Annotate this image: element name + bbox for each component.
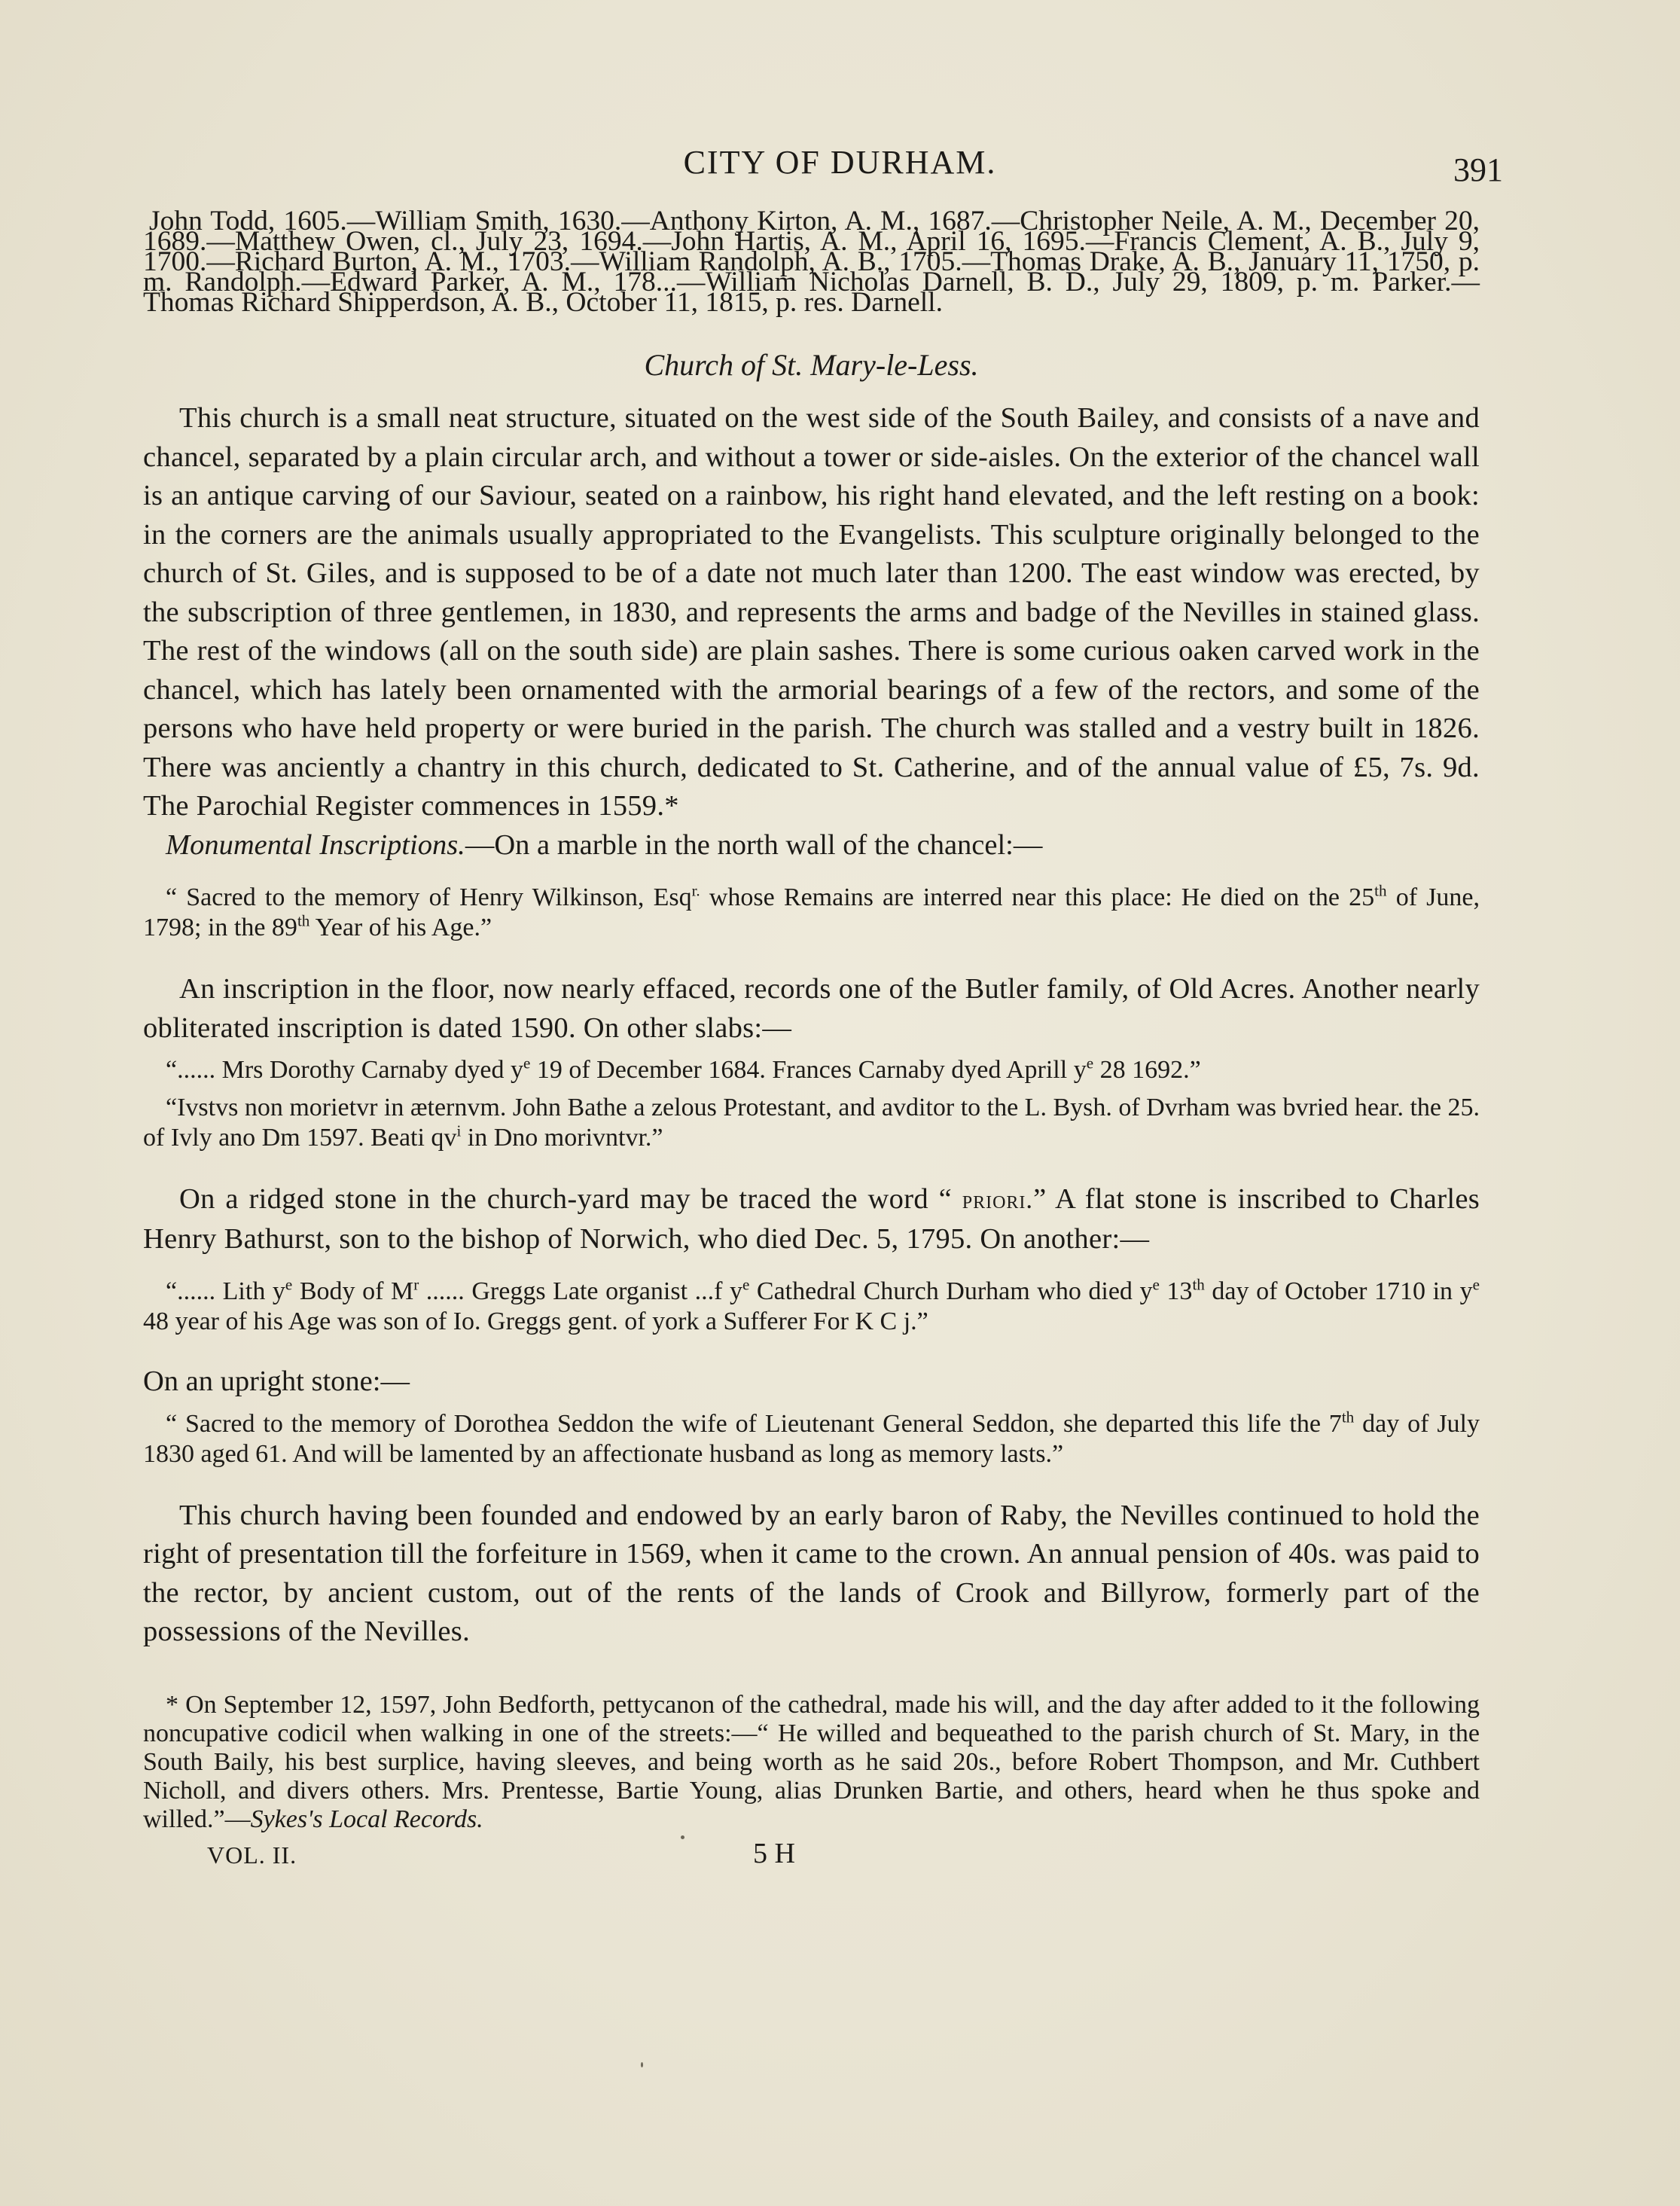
monumental-inscriptions-intro [143, 826, 1480, 865]
inscription-text: Cathedral Church Durham who died y [749, 1277, 1153, 1305]
superscript: th [1374, 881, 1387, 900]
volume-label: VOL. II. [207, 1841, 297, 1869]
inscription-text: 13 [1159, 1277, 1193, 1305]
superscript: e [1152, 1275, 1160, 1294]
inscription-text: 28 1692.” [1093, 1056, 1201, 1084]
inscription-text: “...... Lith y [166, 1277, 285, 1305]
founding-paragraph: This church having been founded and endowed by an early baron of Raby, the Nevilles continued to hold the right of presentation till the forfeiture in 1569, when it came to the crown. An annual pension of 40s. was paid to the rector, by ancient custom, out of the rents of the lands of Crook and Billyrow, formerly part of the possessions of the Nevilles. [143, 1499, 1480, 1647]
superscript: th [1341, 1408, 1355, 1426]
church-description: This church is a small neat structure, situated on the west side of the South Bailey, and consists of a nave and chancel, separated by a plain circular arch, and without a tower or side-aisles. On the exterior of the chancel wall is an antique carving of our Saviour, seated on a rainbow, his right hand elevated, and the left resting on a book: in the corners are the animals usually appropriated to the Evangelists. This sculpture originally belonged to the church of St. Giles, and is supposed to be of a date not much later than 1200. The east window was erected, by the subscription of three gentlemen, in 1830, and represents the arms and badge of the Nevilles in stained glass. The rest of the windows (all on the south side) are plain sashes. There is some curious oaken carved work in the chancel, which has lately been ornamented with the armorial bearings of a few of the rectors, and some of the persons who have held property or were buried in the parish. The church was stalled and a vestry built in 1826. There was anciently a chantry in this church, dedicated to St. Catherine, and of the annual value of £5, 7s. 9d. The Parochial Register commences in 1559.* [143, 402, 1480, 822]
inscription-carnaby [143, 1055, 1480, 1085]
traced-word: priori. [962, 1185, 1034, 1214]
paper-speck [641, 2062, 643, 2067]
inscription-text: day of July 1830 aged 61. And will be lamented by an affectionate husband as long as memory lasts.” [143, 1409, 1480, 1468]
superscript: e [523, 1054, 531, 1072]
superscript: e [1472, 1275, 1480, 1294]
superscript: e [742, 1275, 750, 1294]
upright-stone-label: On an upright stone:— [143, 1365, 410, 1397]
incumbents-list: John Todd, 1605.—William Smith, 1630.—Anthony Kirton, A. M., 1687.—Christopher Neile, A. M., December 20, 1689.—Matthew Owen, cl., July 23, 1694.—John Hartis, A. M., April 16, 1695.—Francis Clement, A. B., July 9, 1700.—Richard Burton, A. M., 1703.—William Randolph, A. B., 1705.—Thomas Drake, A. B., January 11, 1750, p. m. Randolph.—Edward Parker, A. M., 178...—William Nicholas Darnell, B. D., July 29, 1809, p. m. Parker.—Thomas Richard Shipperdson, A. B., October 11, 1815, p. res. Darnell. [143, 206, 1480, 318]
monumental-label: Monumental Inscriptions. [166, 828, 465, 861]
inscription-text: “...... Mrs Dorothy Carnaby dyed y [166, 1056, 523, 1084]
running-title: CITY OF DURHAM. [683, 144, 997, 181]
inscription-text: of June, 1798; in the 89 [143, 883, 1480, 941]
inscription-text: “Ivstvs non morietvr in æternvm. John Bathe a zelous Protestant, and avditor to the L. Bysh. of Dvrham was bvried hear. the 25. of Ivly ano Dm 1597. Beati qv [143, 1094, 1480, 1152]
inscription-bathe [143, 1093, 1480, 1153]
signature-mark: 5 H [753, 1838, 795, 1869]
superscript: r. [691, 881, 700, 900]
monumental-intro-text: —On a marble in the north wall of the chancel:— [465, 828, 1043, 861]
superscript: e [285, 1275, 293, 1294]
inscription-text: whose Remains are interred near this place: He died on the 25 [700, 883, 1375, 911]
superscript: th [1192, 1275, 1205, 1294]
page-content [143, 206, 1480, 1834]
inscription-text: “ Sacred to the memory of Henry Wilkinson, Esq [166, 883, 692, 911]
footnote-source: Sykes's Local Records. [250, 1805, 483, 1833]
footnote-text: * On September 12, 1597, John Bedforth, pettycanon of the cathedral, made his will, and the day after added to it the following noncupative codicil when walking in one of the streets:—“ He willed and bequeathed to the parish church of St. Mary, in the South Baily, his best surplice, having sleeves, and being worth as he said 20s., before Robert Thompson, and Mr. Cuthbert Nicholl, and divers others. Mrs. Prentesse, Bartie Young, alias Drunken Bartie, and others, heard when he thus spoke and willed.”— [143, 1690, 1480, 1833]
inscription-text: 19 of December 1684. Frances Carnaby dyed Aprill y [530, 1056, 1087, 1084]
footnote [143, 1691, 1480, 1834]
inscription-text: 48 year of his Age was son of Io. Greggs gent. of york a Sufferer For K C j.” [143, 1307, 928, 1335]
superscript: th [297, 911, 310, 930]
page-number: 391 [1453, 151, 1503, 188]
inscription-text: in Dno morivntvr.” [461, 1124, 663, 1152]
paragraph-text: On a ridged stone in the church-yard may be traced the word “ [179, 1183, 962, 1215]
inscription-text: Year of his Age.” [309, 914, 492, 941]
superscript: i [456, 1121, 462, 1140]
section-heading: Church of St. Mary-le-Less. [644, 348, 979, 382]
inscription-text: “ Sacred to the memory of Dorothea Seddon the wife of Lieutenant General Seddon, she departed this life the 7 [166, 1409, 1342, 1438]
inscription-text: day of October 1710 in y [1204, 1277, 1473, 1305]
inscription-text: ...... Greggs Late organist ...f y [419, 1277, 742, 1305]
paper-speck [681, 1835, 685, 1839]
floor-inscription-paragraph: An inscription in the floor, now nearly effaced, records one of the Butler family, of Old Acres. Another nearly obliterated inscription is dated 1590. On other slabs:— [143, 973, 1480, 1044]
inscription-seddon [143, 1409, 1480, 1469]
superscript: e [1086, 1054, 1094, 1072]
inscription-wilkinson [143, 883, 1480, 943]
ridged-stone-paragraph [143, 1180, 1480, 1259]
inscription-greggs [143, 1277, 1480, 1337]
paragraph-text: ” A flat stone is inscribed to Charles Henry Bathurst, son to the bishop of Norwich, who died Dec. 5, 1795. On another:— [143, 1183, 1480, 1255]
inscription-text: Body of M [292, 1277, 414, 1305]
superscript: r [413, 1275, 419, 1294]
